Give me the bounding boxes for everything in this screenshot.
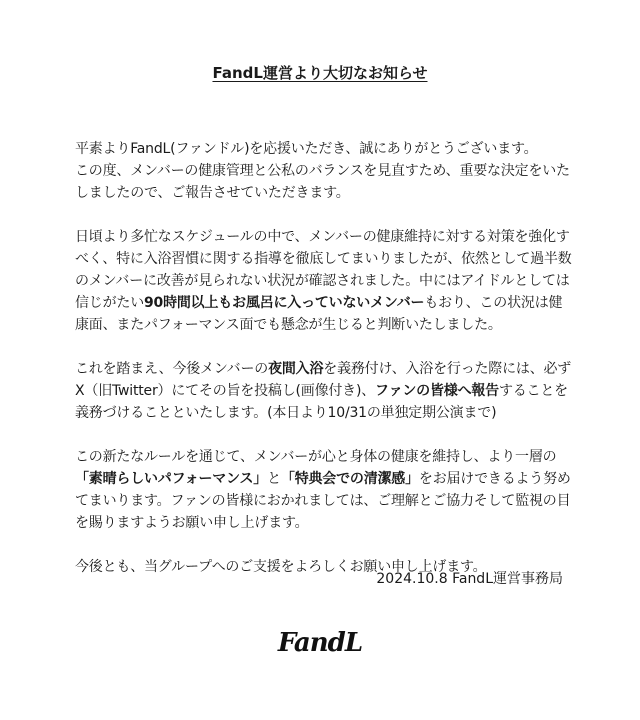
text-segment: これを踏まえ、今後メンバーの [75, 361, 269, 377]
notice-body [75, 138, 575, 600]
text-line [75, 446, 575, 468]
text-line [75, 160, 575, 182]
text-segment: 平素よりFandL(ファンドル)を応援いただき、誠にありがとうございます。 [75, 141, 538, 157]
text-segment: X（旧Twitter）にてその旨を投稿し(画像付き)、 [75, 383, 376, 399]
text-line [75, 402, 575, 424]
text-line [75, 292, 575, 314]
text-segment: もおり、この状況は健 [424, 295, 563, 311]
text-segment: 日頃より多忙なスケジュールの中で、メンバーの健康維持に対する対策を強化す [75, 229, 570, 245]
text-segment: をお届けできるよう努め [418, 471, 571, 487]
emphasized-text: 90時間以上もお風呂に入っていないメンバー [144, 295, 425, 311]
text-segment: することを [498, 383, 568, 399]
emphasized-text: 「特典会での清潔感」 [280, 471, 419, 487]
text-segment: と [267, 471, 281, 487]
text-segment: を賜りますようお願い申し上げます。 [75, 515, 309, 531]
text-line [75, 138, 575, 160]
notice-title-text: FandL運営より大切なお知らせ [212, 64, 428, 82]
text-segment: 義務づけることといたします。(本日より10/31の単独定期公演まで) [75, 405, 497, 421]
text-line [75, 270, 575, 292]
emphasized-text: 夜間入浴 [268, 361, 324, 377]
emphasized-text: ファンの皆様へ報告 [375, 383, 499, 399]
text-line [75, 226, 575, 248]
text-segment: 康面、またパフォーマンス面でも懸念が生じると判断いたしました。 [75, 317, 502, 333]
text-segment: べく、特に入浴習慣に関する指導を徹底してまいりましたが、依然として過半数 [75, 251, 572, 267]
paragraph [75, 226, 575, 336]
text-line [75, 468, 575, 490]
text-segment: 今後とも、当グループへのご支援をよろしくお願い申し上げます。 [75, 559, 487, 575]
paragraph [75, 358, 575, 424]
text-segment: を義務付け、入浴を行った際には、必ず [323, 361, 572, 377]
paragraph [75, 446, 575, 534]
fandl-logo [0, 618, 640, 666]
text-line [75, 490, 575, 512]
emphasized-text: 「素晴らしいパフォーマンス」 [75, 471, 268, 487]
text-segment: のメンバーに改善が見られない状況が確認されました。中にはアイドルとしては [75, 273, 570, 289]
text-line [75, 314, 575, 336]
text-segment: てまいります。ファンの皆様におかれましては、ご理解とご協力そして監視の目 [75, 493, 571, 509]
text-segment: この新たなルールを通じて、メンバーが心と身体の健康を維持し、より一層の [75, 449, 557, 465]
text-line [75, 380, 575, 402]
text-line [75, 182, 575, 204]
text-segment: この度、メンバーの健康管理と公私のバランスを見直すため、重要な決定をいた [75, 163, 570, 179]
text-segment: しましたので、ご報告させていただきます。 [75, 185, 350, 201]
text-line [75, 512, 575, 534]
text-line [75, 248, 575, 270]
logo-wordmark: FandL [277, 628, 363, 658]
signature: 2024.10.8 FandL運営事務局 [376, 571, 563, 587]
paragraph [75, 138, 575, 204]
notice-title [0, 62, 640, 84]
text-segment: 信じがたい [75, 295, 144, 311]
fandl-logo-mark [277, 618, 363, 662]
text-line [75, 358, 575, 380]
